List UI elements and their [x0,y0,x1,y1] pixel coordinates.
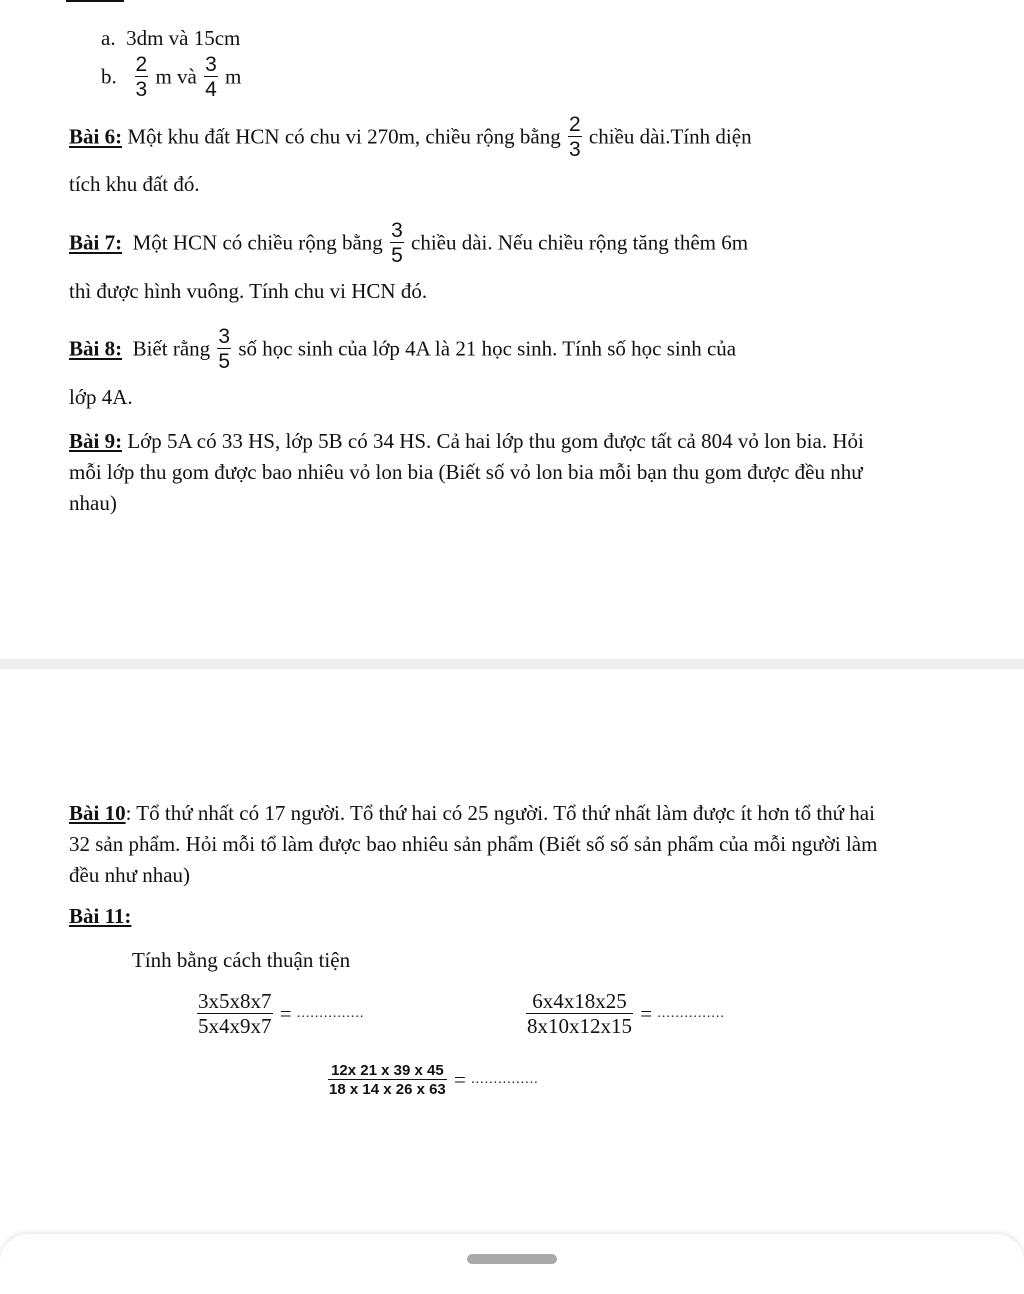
expr2-fraction: $\frac{6x4x18x25}{8x10x12x15}$ [527,989,632,1038]
bai7-text-after: chiều dài. Nếu chiều rộng tăng thêm 6m [411,230,749,255]
bai7-title: Bài 7: [69,230,123,255]
item-a-label: a. [101,26,116,50]
item-b-unit: m [225,64,242,89]
item-b-label: b. [101,64,117,89]
expr3-equals: = [454,1067,466,1092]
bai7-line1 [69,220,748,266]
bai11-title: Bài 11: [69,904,132,928]
bai8-text-after: số học sinh của lớp 4A là 21 học sinh. Tính số học sinh của [238,336,737,361]
bai6-text-after: chiều dài.Tính diện [588,124,752,149]
bai10-text: : Tổ thứ nhất có 17 người. Tổ thứ hai có 25 người. Tổ thứ nhất làm được ít hơn tổ thứ hai 32 sản phẩm. Hỏi mỗi tổ làm được bao nhiêu sản phẩm (Biết số số sản phẩm của mỗi người làm đều như nhau) [69,801,878,887]
bai8-line2: lớp 4A. [69,385,133,409]
bai11-expression-2 [524,991,725,1037]
bai6-title: Bài 6: [69,124,123,149]
bai10-paragraph [69,798,899,891]
bai6-fraction: $\frac{2}{3}$ [568,113,581,161]
drag-handle[interactable] [467,1254,557,1264]
bai7-text-before: Một HCN có chiều rộng bằng [122,230,383,255]
bai8-line1 [69,326,736,372]
item-a-text: 3dm và 15cm [126,26,241,50]
fraction-2-3: $\frac{2}{3}$ [135,53,148,101]
bottom-sheet[interactable] [0,1234,1024,1294]
item-b [101,54,241,100]
bai10-title: Bài 10 [69,801,126,825]
item-a [101,26,240,51]
bai7-fraction: $\frac{3}{5}$ [391,219,403,267]
bai8-text-before: Biết rằng [122,336,211,361]
expr2-answer-blank: ............... [657,1006,725,1021]
bai9-paragraph [69,426,899,519]
expr1-answer-blank: ............... [296,1006,365,1021]
bai7-line2: thì được hình vuông. Tính chu vi HCN đó. [69,279,428,303]
bai8-fraction: $\frac{3}{5}$ [218,325,231,373]
bai6-text-before: Một khu đất HCN có chu vi 270m, chiều rộng bằng [122,124,561,149]
expr1-fraction: $\frac{3x5x8x7}{5x4x9x7}$ [198,989,272,1038]
bai9-text: Lớp 5A có 33 HS, lớp 5B có 34 HS. Cả hai lớp thu gom được tất cả 804 vỏ lon bia. Hỏi mỗi lớp thu gom được bao nhiêu vỏ lon bia (Biết số vỏ lon bia mỗi bạn thu gom được đều như nhau) [69,429,864,515]
bai11-expression-3 [326,1063,539,1097]
bai11-instruction: Tính bằng cách thuận tiện [132,948,351,972]
top-underline [66,0,124,2]
bai9-title: Bài 9: [69,429,123,453]
bai8-title: Bài 8: [69,336,123,361]
page-separator [0,659,1024,669]
fraction-3-4: $\frac{3}{4}$ [205,53,217,101]
expr1-equals: = [279,1001,292,1026]
item-b-mid: m và [155,64,197,89]
bai6-line2: tích khu đất đó. [69,172,200,196]
expr2-equals: = [640,1001,653,1026]
expr3-answer-blank: ............... [471,1072,539,1087]
bai11-expression-1 [195,991,364,1037]
bai6-line1 [69,114,752,160]
expr3-fraction: $\frac{12x 21 x 39 x 45}{18 x 14 x 26 x 63}$ [329,1062,446,1098]
